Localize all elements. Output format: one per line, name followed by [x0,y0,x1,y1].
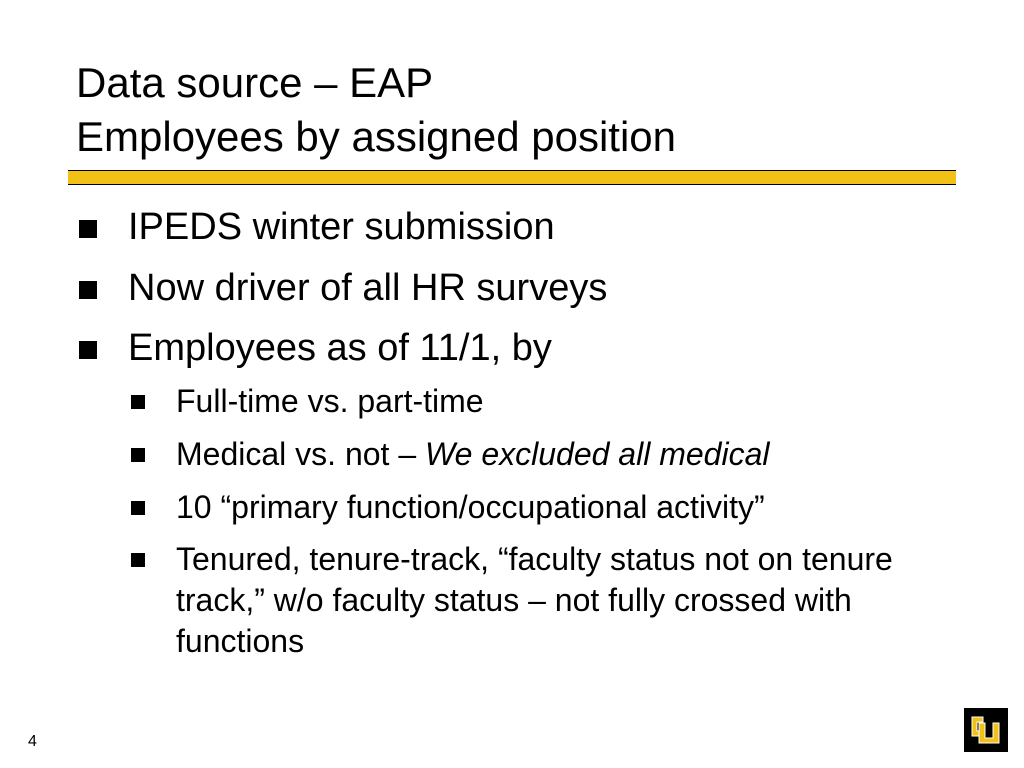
bullet-hr-surveys [128,266,607,310]
title-line-data-source: Data source – EAP [76,59,434,106]
title-line-employees: Employees by assigned position [76,113,677,160]
sub-bullet-text: Medical vs. not – [176,436,425,472]
sub-bullet-medical [176,434,769,474]
bullet-text: IPEDS winter submission [128,206,555,248]
sub-bullet-text: Tenured, tenure-track, “faculty status not on tenure track,” w/o faculty status – not fully crossed with functions [176,541,893,659]
square-bullet-icon [131,395,145,409]
cu-logo-icon [964,708,1008,752]
bullet-text: Now driver of all HR surveys [128,267,608,309]
sub-bullet-full-time [176,381,484,421]
sub-bullet-tenure [176,539,956,662]
sub-bullet-primary-function [176,487,765,527]
bullet-text: Employees as of 11/1, by [128,327,552,369]
square-bullet-icon [79,220,97,238]
bullet-employees-as-of [128,326,552,370]
bullet-ipeds [128,205,555,249]
square-bullet-icon [131,448,145,462]
sub-bullet-emphasis: We excluded all medical [425,436,770,472]
square-bullet-icon [79,341,97,359]
sub-bullet-text: Full-time vs. part-time [176,383,484,419]
square-bullet-icon [131,553,145,567]
sub-bullet-text: 10 “primary function/occupational activity” [176,489,765,525]
page-number: 4 [28,733,37,750]
square-bullet-icon [79,281,97,299]
square-bullet-icon [131,501,145,515]
